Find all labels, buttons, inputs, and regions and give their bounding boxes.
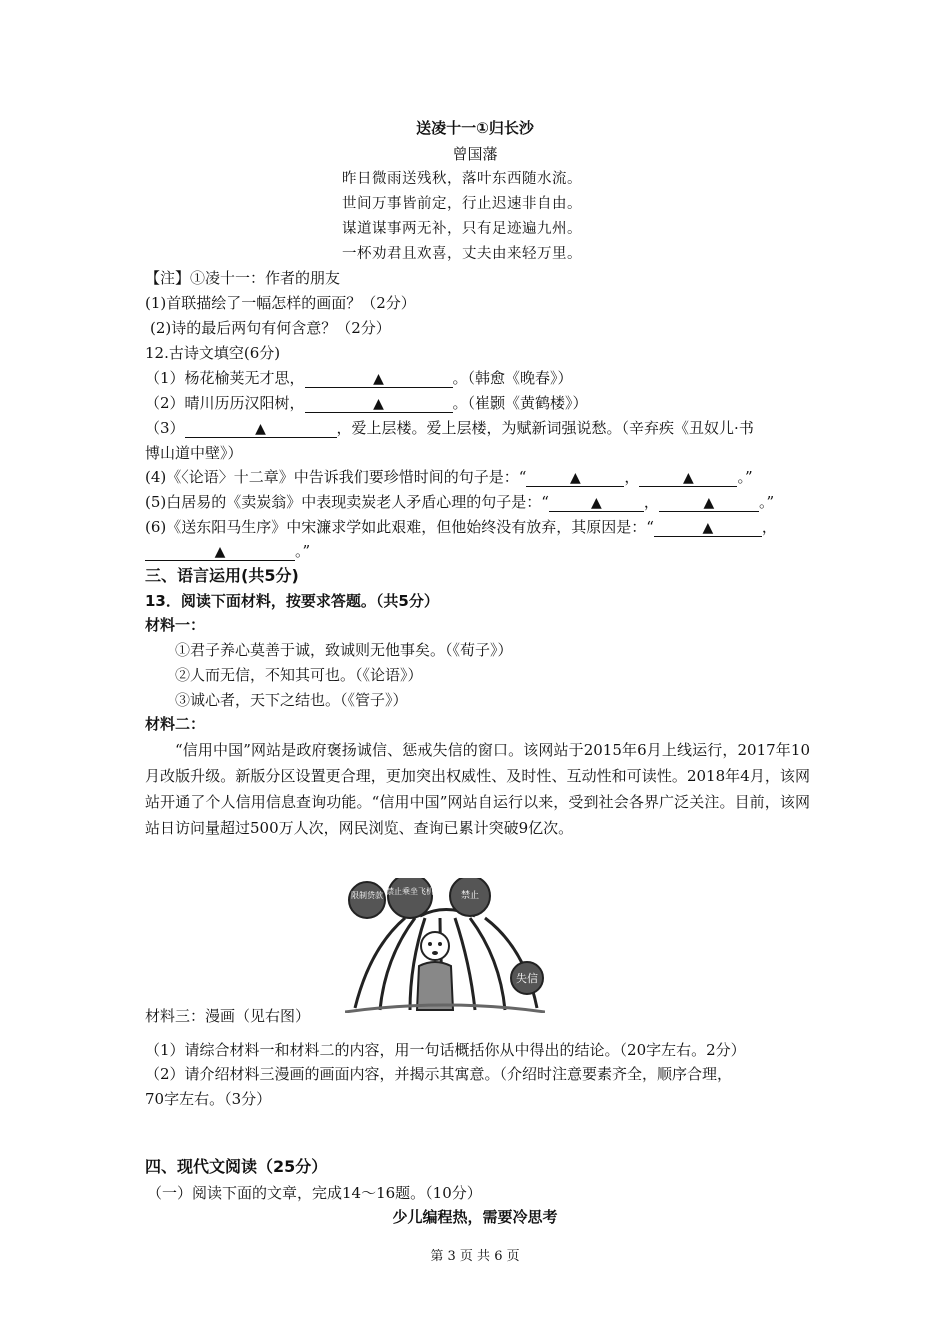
cartoon-image: [345, 878, 545, 1013]
fill-item-6-cont: [145, 541, 310, 561]
answer-blank[interactable]: [305, 369, 453, 388]
cartoon-label: 失信: [516, 972, 538, 985]
material-item: ①君子养心莫善于诚，致诚则无他事矣。（《荀子》）: [175, 641, 513, 659]
cartoon-figure: [417, 932, 453, 1010]
fill-item-4: [145, 467, 753, 487]
poem-author: 曾国藩: [452, 145, 498, 163]
material-label: 材料三：漫画（见右图）: [145, 1007, 311, 1025]
fill-text: ，爱上层楼。爱上层楼，为赋新词强说愁。（辛弃疾《丑奴儿·书: [336, 419, 754, 437]
material-item: ③诚心者，天下之结也。（《管子》）: [175, 691, 408, 709]
fill-text: ，: [761, 518, 777, 536]
answer-blank[interactable]: [185, 419, 337, 438]
fill-text: 。”: [295, 542, 311, 560]
answer-blank[interactable]: [305, 394, 453, 413]
question-text: 70字左右。（3分）: [145, 1090, 272, 1108]
answer-blank[interactable]: [639, 468, 737, 487]
material-label: 材料二：: [145, 715, 206, 733]
fill-text: (4)《〈论语〉十二章》中告诉我们要珍惜时间的句子是：“: [145, 468, 527, 486]
poem-note: 【注】①凌十一：作者的朋友: [145, 269, 341, 287]
fill-item-6: [145, 517, 777, 537]
fill-item-3: [145, 418, 754, 438]
question-header: 13．阅读下面材料，按要求答题。（共5分）: [145, 592, 439, 610]
section-title: 三、语言运用(共5分): [145, 566, 299, 585]
question-text: (2)诗的最后两句有何含意？（2分）: [150, 319, 391, 337]
question-header: （一）阅读下面的文章，完成14～16题。（10分）: [147, 1184, 482, 1202]
answer-blank[interactable]: [659, 493, 759, 512]
page-number: 第 3 页 共 6 页: [430, 1249, 520, 1264]
poem-line: 昨日微雨送残秋，落叶东西随水流。: [342, 171, 582, 187]
cartoon-label: 限制贷款: [351, 891, 383, 900]
poem-line: 一杯劝君且欢喜，丈夫由来轻万里。: [342, 246, 582, 262]
fill-text: 。（韩愈《晚春》）: [452, 369, 573, 387]
answer-blank[interactable]: [145, 542, 295, 561]
fill-text: (6)《送东阳马生序》中宋濂求学如此艰难，但他始终没有放弃，其原因是：“: [145, 518, 654, 536]
question-text: (1)首联描绘了一幅怎样的画面？（2分）: [145, 294, 416, 312]
question-text: （1）请综合材料一和材料二的内容，用一句话概括你从中得出的结论。（20字左右。2分）: [145, 1041, 746, 1059]
fill-text: （3）: [145, 419, 185, 437]
answer-blank[interactable]: [526, 468, 624, 487]
fill-text: ，: [624, 468, 640, 486]
fill-text: 。（崔颢《黄鹤楼》）: [452, 394, 588, 412]
article-title: 少儿编程热，需要冷思考: [392, 1208, 558, 1226]
material-label: 材料一：: [145, 616, 206, 634]
section-title: 四、现代文阅读（25分）: [145, 1157, 328, 1176]
answer-blank[interactable]: [549, 493, 644, 512]
fill-item-2: [145, 393, 588, 413]
question-header: 12.古诗文填空(6分): [145, 344, 281, 362]
fill-item-5: [145, 492, 774, 512]
material-item: ②人而无信，不知其可也。（《论语》）: [175, 666, 423, 684]
fill-text: (5)白居易的《卖炭翁》中表现卖炭老人矛盾心理的句子是：“: [145, 493, 549, 511]
question-text: （2）请介绍材料三漫画的画面内容，并揭示其寓意。（介绍时注意要素齐全，顺序合理，: [145, 1065, 733, 1083]
answer-blank[interactable]: [654, 518, 762, 537]
poem-title: 送凌十一①归长沙: [416, 119, 534, 137]
poem-line: 谋道谋事两无补，只有足迹遍九州。: [342, 221, 582, 237]
material-paragraph: “信用中国”网站是政府褒扬诚信、惩戒失信的窗口。该网站于2015年6月上线运行，2017年10月改版升级。新版分区设置更合理，更加突出权威性、及时性、互动性和可读性。2018年4月，该网站开通了个人信用信息查询功能。“信用中国”网站自运行以来，受到社会各界广泛关注。目前，该网站日访问量超过500万人次，网民浏览、查询已累计突破9亿次。: [145, 741, 810, 837]
fill-text: 。”: [737, 468, 753, 486]
fill-text: 。”: [758, 493, 775, 511]
fill-text: （1）杨花榆荚无才思，: [145, 369, 305, 387]
fill-item-1: [145, 368, 573, 388]
poem-line: 世间万事皆前定，行止迟速非自由。: [342, 196, 582, 212]
fill-text: 博山道中壁》）: [145, 444, 243, 462]
cartoon-label: 禁止乘坐飞机: [386, 887, 434, 896]
cartoon-label: 禁止: [460, 891, 480, 901]
fill-text: （2）晴川历历汉阳树，: [145, 394, 305, 412]
fill-text: ，: [643, 493, 659, 511]
